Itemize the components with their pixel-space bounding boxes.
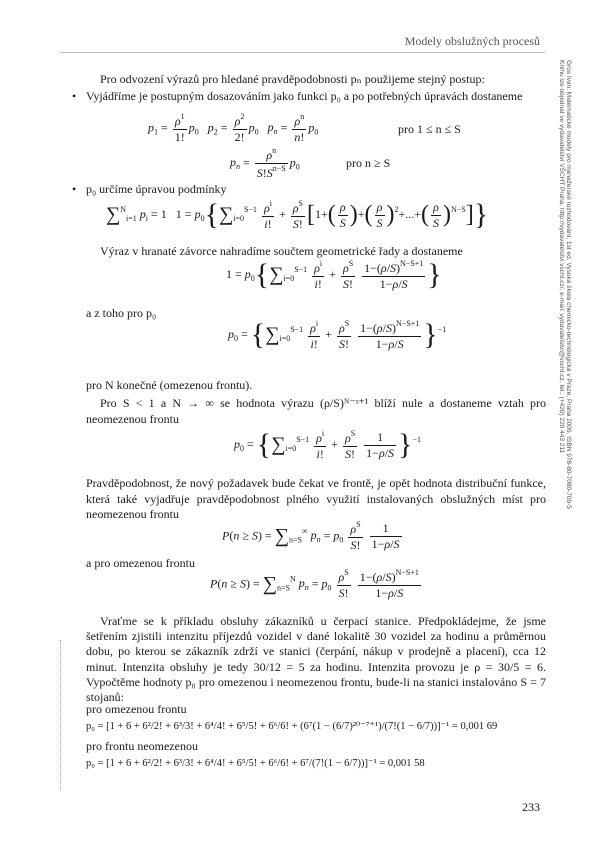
side-citation-line1: Gros Ivan: Matematické modely pro manažerské rozhodování, 1st ed. Vysoká škola chemicko-technologická v Praze, Praha 2009, ISBN 978-80-7080-709-5 — [565, 60, 572, 509]
header-rule — [60, 52, 545, 53]
formula-geometric: $1 = p_0\{\sum_{i=0}^{S-1}$ $\frac{\rho^i}{i!}$ + $\frac{\rho^S}{S!}$ $\frac{1-(\rho/S)^{N-S+1}}{1-\rho/S}$ } — [226, 258, 442, 291]
side-citation-line2: Knihu lze objednat ve vydavatelství VŠCHT Praha, http://vydavatelstvi.vscht.cz/, e-mail: vydavatelstvi@vscht.cz, tel.: (+420) 220 443 211 — [558, 60, 565, 454]
formula-p0-infinite: $p_0 = \{\sum_{i=0}^{S-1}$ $\frac{\rho^i}{i!}$ + $\frac{\rho^S}{S!}$ $\frac{1}{1-\rho/S}$ }$^{-1}$ — [234, 428, 421, 461]
geometric-text: Výraz v hranaté závorce nahradíme součtem geometrické řady a dostaneme — [100, 244, 463, 258]
intro-text: Pro odvození výrazů pro hledané pravděpodobnosti pₙ použijeme stejný postup: — [100, 72, 485, 86]
limit-paragraph: Pro S < 1 a N → ∞ se hodnota výrazu (ρ/S)ᴺ⁻ˢ⁺¹ blíží nule a dostaneme vztah pro neomezenou frontu — [86, 396, 546, 426]
finite-queue-text: a pro omezenou frontu — [86, 556, 195, 570]
condition-1: pro 1 ≤ n ≤ S — [398, 122, 461, 136]
bullet-marker: • — [72, 182, 77, 196]
formula-P-infinite: $P(n \ge S) = \sum_{n=S}^\infty$ $p_n = p_0$ $\frac{\rho^S}{S!}$ $\frac{1}{1-\rho/S}$ — [222, 520, 400, 552]
finite-N-text: pro N konečné (omezenou frontu). — [86, 378, 253, 392]
label-infinite-queue: pro frontu neomezenou — [86, 739, 198, 753]
bullet-marker: • — [72, 89, 77, 103]
and-from-it-text: a z toho pro p₀ — [86, 306, 157, 320]
page-number: 233 — [522, 800, 540, 814]
probability-paragraph: Pravděpodobnost, že nový požadavek bude čekat ve frontě, je opět hodnota distribuční funkce, která také vyjadřuje pravděpodobnost plného využití instalovaných obslužných míst pro neomezenou frontu — [86, 476, 546, 522]
condition-2: pro n ≥ S — [346, 156, 391, 170]
calc-infinite-queue: p₀ = [1 + 6 + 6²/2! + 6³/3! + 6⁴/4! + 6⁵/5! + 6⁶/6! + 6⁷/(7!(1 − 6/7))]⁻¹ = 0,001 58 — [86, 758, 425, 769]
formula-pn-1: $p_1$ = $\frac{\rho^1}{1!}$ $p_0$ $p_2$ = $\frac{\rho^2}{2!}$ $p_0$ $p_n$ = $\frac{\rho^n}{n!}$ $p_0$ — [148, 112, 319, 144]
running-header: Modely obslužných procesů — [404, 34, 540, 48]
formula-normalization: ∑$^N_{i=1}$ $p_i = 1$ $1 = p_0\{\sum_{i=0}^{S-1}$ $\frac{\rho^i}{i!}$ + $\frac{\rho^S}{S!}$ [1+( $\frac{\rho}{S}$ )+( $\frac{\rho}{S}$ )$^2$+...+( $\frac{\rho}{S}$ )$^{N-S}$]} — [106, 198, 489, 231]
bullet1-text: Vyjádříme je postupným dosazováním jako funkci p₀ a po potřebných úpravách dostaneme — [86, 89, 523, 103]
margin-dotted-line — [60, 640, 62, 790]
side-citation — [560, 60, 572, 660]
label-finite-queue: pro omezenou frontu — [86, 702, 187, 716]
formula-pn-2: $p_n$ = $\frac{\rho^n}{S!S^{n-S}}$ $p_0$ — [230, 146, 300, 180]
formula-P-finite: $P(n \ge S) = \sum_{n=S}^N$ $p_n = p_0$ $\frac{\rho^S}{S!}$ $\frac{1-(\rho/S)^{N-S+1}}{1-\rho/S}$ — [210, 568, 419, 600]
calc-finite-queue: p₀ = [1 + 6 + 6²/2! + 6³/3! + 6⁴/4! + 6⁵/5! + 6⁶/6! + (6⁷(1 − (6/7)²⁰⁻⁷⁺¹)/(7!(1 − 6/7))]⁻¹ = 0,001 69 — [86, 721, 498, 732]
bullet2-text: p₀ určíme úpravou podmínky — [86, 182, 227, 196]
example-paragraph: Vraťme se k příkladu obsluhy zákazníků u čerpací stanice. Předpokládejme, že jsme šetřením zjistili intenzitu příjezdů vozidel v dané lokalitě 30 vozidel za hodinu a průměrnou dobu, po kterou se zákazník zdrží ve stanici (čerpání, nákup v prodejně a placení), cca 12 minut. Intenzita obsluhy je tedy 30/12 = 5 za hodinu. Intenzita provozu je ρ = 30/5 = 6. Vypočtěme hodnoty p₀ pro omezenou i neomezenou frontu, bude-li na stanici instalováno S = 7 stojanů: — [86, 614, 546, 705]
formula-p0-finite: $p_0 = \{\sum_{i=0}^{S-1}$ $\frac{\rho^i}{i!}$ + $\frac{\rho^S}{S!}$ $\frac{1-(\rho/S)^{N-S+1}}{1-\rho/S}$ }$^{-1}$ — [228, 318, 447, 351]
